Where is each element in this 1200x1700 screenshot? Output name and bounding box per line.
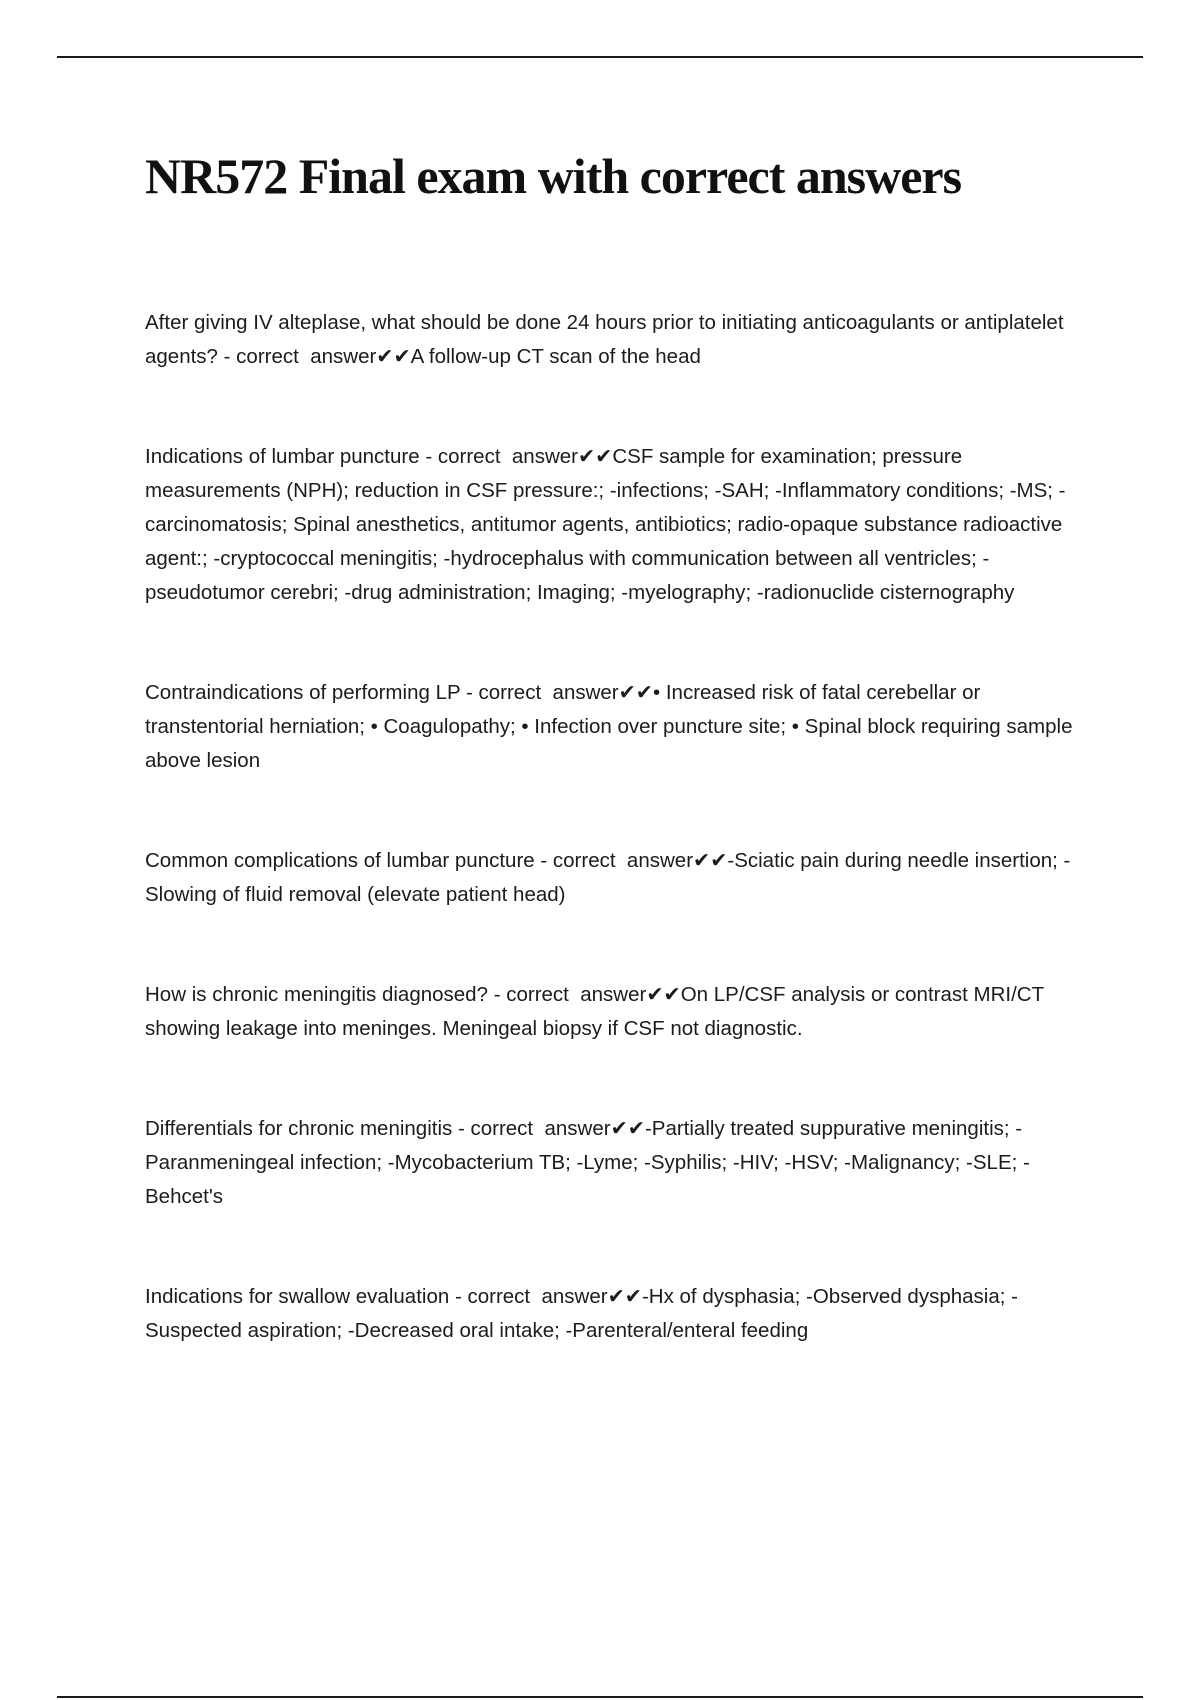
answer-text: On LP/CSF analysis or contrast MRI/CT showing leakage into meninges. Meningeal biopsy if CSF not diagnostic. <box>145 983 1050 1040</box>
qa-item-3 <box>145 676 1090 778</box>
qa-item-1 <box>145 306 1090 374</box>
top-rule <box>57 56 1143 58</box>
answer-separator: - correct answer✔✔ <box>534 849 728 872</box>
answer-text: CSF sample for examination; pressure measurements (NPH); reduction in CSF pressure:; -infections; -SAH; -Inflammatory conditions; -MS; -carcinomatosis; Spinal anesthetics, antitumor agents, antibiotics; radio-opaque substance radioactive agent:; -cryptococcal meningitis; -hydrocephalus with communication between all ventricles; -pseudotumor cerebri; -drug administration; Imaging; -myelography; -radionuclide cisternography <box>145 445 1069 604</box>
question-text: Common complications of lumbar puncture <box>145 849 535 872</box>
answer-separator: - correct answer✔✔ <box>419 445 613 468</box>
question-text: Indications for swallow evaluation <box>145 1285 450 1308</box>
question-text: After giving IV alteplase, what should be done 24 hours prior to initiating anticoagulants or antiplatelet agents? <box>145 311 1070 368</box>
bottom-rule <box>57 1696 1143 1698</box>
question-text: Contraindications of performing LP <box>145 681 461 704</box>
qa-item-4 <box>145 844 1090 912</box>
document-title: NR572 Final exam with correct answers <box>145 148 962 204</box>
qa-item-7 <box>145 1280 1090 1348</box>
question-text: Indications of lumbar puncture <box>145 445 420 468</box>
question-text: How is chronic meningitis diagnosed? <box>145 983 488 1006</box>
answer-text: -Hx of dysphasia; -Observed dysphasia; -Suspected aspiration; -Decreased oral intake; -Parenteral/enteral feeding <box>145 1285 1018 1342</box>
answer-text: -Sciatic pain during needle insertion; -Slowing of fluid removal (elevate patient head) <box>145 849 1071 906</box>
qa-item-5 <box>145 978 1090 1046</box>
qa-item-2 <box>145 440 1090 610</box>
answer-text: • Increased risk of fatal cerebellar or transtentorial herniation; • Coagulopathy; • Infection over puncture site; • Spinal block requiring sample above lesion <box>145 681 1079 772</box>
answer-separator: - correct answer✔✔ <box>449 1285 642 1308</box>
answer-separator: - correct answer✔✔ <box>488 983 681 1006</box>
answer-text: -Partially treated suppurative meningitis; -Paranmeningeal infection; -Mycobacterium TB; -Lyme; -Syphilis; -HIV; -HSV; -Malignancy; -SLE; -Behcet's <box>145 1117 1030 1208</box>
answer-separator: - correct answer✔✔ <box>452 1117 645 1140</box>
answer-separator: - correct answer✔✔ <box>217 345 411 368</box>
qa-list <box>145 306 1090 1414</box>
qa-item-6 <box>145 1112 1090 1214</box>
answer-text: A follow-up CT scan of the head <box>410 345 701 368</box>
answer-separator: - correct answer✔✔ <box>460 681 653 704</box>
question-text: Differentials for chronic meningitis <box>145 1117 453 1140</box>
